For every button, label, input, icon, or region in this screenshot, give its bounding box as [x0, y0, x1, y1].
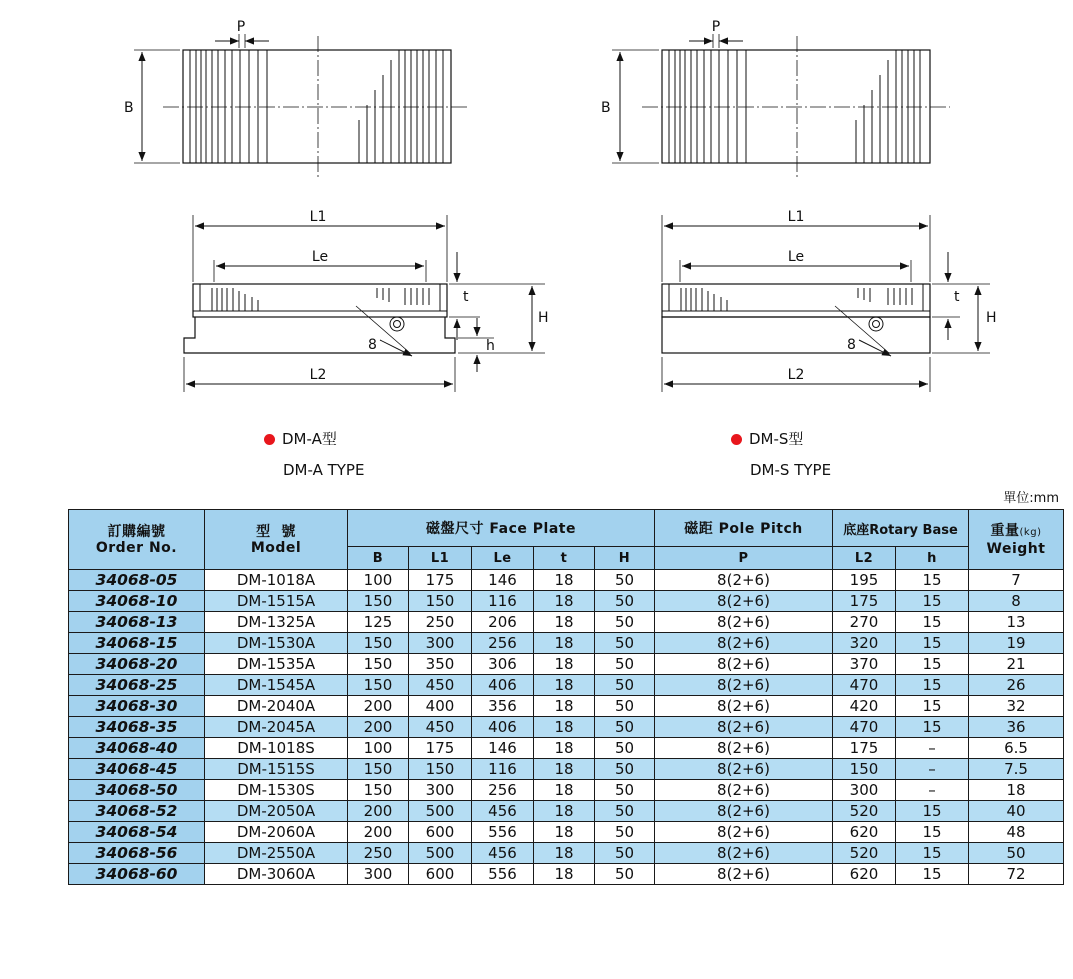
cell-le: 456	[472, 801, 534, 822]
cell-base-h: 15	[896, 612, 969, 633]
dm-s-label-l2: L2	[787, 367, 805, 383]
cell-order-no: 34068-60	[69, 864, 205, 885]
cell-base-h: 15	[896, 633, 969, 654]
cell-base-h: 15	[896, 843, 969, 864]
dm-s-base	[662, 317, 930, 353]
cell-b: 200	[348, 717, 409, 738]
cell-order-no: 34068-50	[69, 780, 205, 801]
cell-p: 8(2+6)	[655, 675, 833, 696]
subheader-le: Le	[472, 547, 534, 570]
cell-p: 8(2+6)	[655, 843, 833, 864]
dm-a-label-l1: L1	[309, 209, 327, 225]
cell-b: 300	[348, 864, 409, 885]
cell-weight: 21	[969, 654, 1064, 675]
cell-weight: 19	[969, 633, 1064, 654]
cell-h: 50	[595, 822, 655, 843]
table-row	[69, 801, 1064, 822]
cell-p: 8(2+6)	[655, 591, 833, 612]
cell-l2: 270	[833, 612, 896, 633]
cell-l1: 500	[409, 801, 472, 822]
dm-a-label-p: P	[236, 19, 246, 35]
header-order-en: Order No.	[95, 539, 178, 556]
dm-a-label-le: Le	[311, 249, 329, 265]
subheader-b: B	[348, 547, 409, 570]
cell-l2: 620	[833, 822, 896, 843]
cell-h: 50	[595, 633, 655, 654]
cell-order-no: 34068-25	[69, 675, 205, 696]
cell-p: 8(2+6)	[655, 738, 833, 759]
cell-model: DM-1530S	[205, 780, 348, 801]
cell-t: 18	[534, 864, 595, 885]
dm-a-drawing	[134, 34, 545, 392]
dm-a-label-h-lower: h	[486, 338, 495, 354]
cell-p: 8(2+6)	[655, 759, 833, 780]
header-order-no	[69, 510, 205, 570]
cell-model: DM-1515A	[205, 591, 348, 612]
dm-a-label-b: B	[124, 100, 134, 116]
cell-t: 18	[534, 654, 595, 675]
cell-l1: 600	[409, 822, 472, 843]
cell-t: 18	[534, 822, 595, 843]
dm-a-base	[184, 317, 455, 353]
header-order-cn: 訂購編號	[107, 523, 166, 540]
cell-t: 18	[534, 843, 595, 864]
dm-a-caption-name	[264, 428, 337, 449]
dm-s-label-t: t	[954, 289, 960, 305]
cell-le: 116	[472, 759, 534, 780]
cell-order-no: 34068-54	[69, 822, 205, 843]
cell-b: 250	[348, 843, 409, 864]
cell-p: 8(2+6)	[655, 717, 833, 738]
cell-b: 150	[348, 675, 409, 696]
cell-h: 50	[595, 759, 655, 780]
cell-le: 146	[472, 570, 534, 591]
dm-s-caption-name	[731, 428, 803, 449]
cell-base-h: 15	[896, 675, 969, 696]
cell-t: 18	[534, 780, 595, 801]
cell-order-no: 34068-30	[69, 696, 205, 717]
header-rotary-base: 底座Rotary Base	[833, 510, 969, 547]
cell-t: 18	[534, 801, 595, 822]
cell-l1: 350	[409, 654, 472, 675]
dm-s-label-h: H	[986, 310, 997, 326]
cell-base-h: –	[896, 780, 969, 801]
cell-l2: 320	[833, 633, 896, 654]
cell-order-no: 34068-05	[69, 570, 205, 591]
table-header-row	[69, 510, 1064, 547]
table-row	[69, 822, 1064, 843]
cell-l2: 470	[833, 675, 896, 696]
table-row	[69, 633, 1064, 654]
cell-base-h: 15	[896, 591, 969, 612]
cell-l2: 300	[833, 780, 896, 801]
cell-weight: 7.5	[969, 759, 1064, 780]
cell-order-no: 34068-13	[69, 612, 205, 633]
header-model	[205, 510, 348, 570]
table-row	[69, 780, 1064, 801]
dm-a-caption-text: DM-A型	[282, 430, 337, 448]
cell-model: DM-2060A	[205, 822, 348, 843]
cell-b: 150	[348, 780, 409, 801]
cell-model: DM-2045A	[205, 717, 348, 738]
cell-le: 556	[472, 822, 534, 843]
cell-h: 50	[595, 780, 655, 801]
drawing-labels	[124, 19, 997, 383]
cell-model: DM-1530A	[205, 633, 348, 654]
cell-weight: 7	[969, 570, 1064, 591]
header-weight-en: Weight	[986, 540, 1046, 557]
dm-a-label-bolt: 8	[368, 337, 377, 353]
cell-l1: 150	[409, 591, 472, 612]
cell-l2: 175	[833, 738, 896, 759]
cell-l1: 175	[409, 570, 472, 591]
cell-weight: 40	[969, 801, 1064, 822]
dm-a-label-l2: L2	[309, 367, 327, 383]
header-weight-unit: (kg)	[1019, 526, 1042, 538]
cell-weight: 18	[969, 780, 1064, 801]
dm-a-pole-lines	[190, 50, 443, 163]
cell-le: 146	[472, 738, 534, 759]
cell-b: 200	[348, 801, 409, 822]
cell-base-h: 15	[896, 801, 969, 822]
cell-t: 18	[534, 612, 595, 633]
cell-le: 406	[472, 675, 534, 696]
cell-h: 50	[595, 717, 655, 738]
dm-s-label-bolt: 8	[847, 337, 856, 353]
cell-base-h: –	[896, 738, 969, 759]
cell-p: 8(2+6)	[655, 654, 833, 675]
cell-t: 18	[534, 570, 595, 591]
cell-le: 406	[472, 717, 534, 738]
dm-s-pole-lines	[669, 50, 920, 163]
cell-weight: 72	[969, 864, 1064, 885]
cell-b: 125	[348, 612, 409, 633]
cell-b: 150	[348, 654, 409, 675]
cell-model: DM-2050A	[205, 801, 348, 822]
cell-le: 456	[472, 843, 534, 864]
dm-a-label-t: t	[463, 289, 469, 305]
cell-model: DM-1535A	[205, 654, 348, 675]
cell-order-no: 34068-15	[69, 633, 205, 654]
cell-b: 150	[348, 633, 409, 654]
table-row	[69, 654, 1064, 675]
cell-order-no: 34068-45	[69, 759, 205, 780]
table-row	[69, 843, 1064, 864]
cell-t: 18	[534, 675, 595, 696]
cell-p: 8(2+6)	[655, 864, 833, 885]
cell-p: 8(2+6)	[655, 780, 833, 801]
table-row	[69, 675, 1064, 696]
cell-p: 8(2+6)	[655, 801, 833, 822]
subheader-p: P	[655, 547, 833, 570]
cell-model: DM-3060A	[205, 864, 348, 885]
cell-h: 50	[595, 864, 655, 885]
cell-order-no: 34068-56	[69, 843, 205, 864]
cell-order-no: 34068-10	[69, 591, 205, 612]
subheader-h: H	[595, 547, 655, 570]
cell-le: 306	[472, 654, 534, 675]
table-row	[69, 864, 1064, 885]
cell-base-h: 15	[896, 696, 969, 717]
cell-p: 8(2+6)	[655, 570, 833, 591]
spec-table	[68, 509, 1064, 885]
header-weight	[969, 510, 1064, 570]
table-row	[69, 738, 1064, 759]
cell-weight: 32	[969, 696, 1064, 717]
cell-base-h: 15	[896, 822, 969, 843]
cell-l2: 620	[833, 864, 896, 885]
cell-weight: 48	[969, 822, 1064, 843]
cell-t: 18	[534, 759, 595, 780]
cell-t: 18	[534, 738, 595, 759]
cell-b: 100	[348, 570, 409, 591]
cell-b: 150	[348, 591, 409, 612]
cell-base-h: 15	[896, 864, 969, 885]
cell-b: 200	[348, 822, 409, 843]
dm-a-caption-type: DM-A TYPE	[283, 461, 365, 479]
cell-t: 18	[534, 696, 595, 717]
header-face-plate: 磁盤尺寸 Face Plate	[348, 510, 655, 547]
cell-t: 18	[534, 633, 595, 654]
cell-h: 50	[595, 738, 655, 759]
cell-order-no: 34068-40	[69, 738, 205, 759]
cell-h: 50	[595, 801, 655, 822]
cell-model: DM-1018A	[205, 570, 348, 591]
cell-l2: 520	[833, 801, 896, 822]
dm-s-side-pole-lines	[681, 288, 912, 311]
header-weight-cn: 重量	[990, 522, 1020, 539]
cell-model: DM-2550A	[205, 843, 348, 864]
cell-model: DM-2040A	[205, 696, 348, 717]
cell-weight: 6.5	[969, 738, 1064, 759]
cell-h: 50	[595, 654, 655, 675]
dm-s-caption-text: DM-S型	[749, 430, 804, 448]
cell-l1: 150	[409, 759, 472, 780]
cell-l2: 470	[833, 717, 896, 738]
dm-s-label-l1: L1	[787, 209, 805, 225]
dm-a-side-pole-lines	[212, 288, 429, 311]
cell-b: 100	[348, 738, 409, 759]
cell-l1: 250	[409, 612, 472, 633]
cell-order-no: 34068-35	[69, 717, 205, 738]
cell-l2: 420	[833, 696, 896, 717]
cell-t: 18	[534, 717, 595, 738]
cell-b: 150	[348, 759, 409, 780]
cell-t: 18	[534, 591, 595, 612]
table-row	[69, 591, 1064, 612]
cell-l2: 195	[833, 570, 896, 591]
cell-l1: 300	[409, 633, 472, 654]
dm-s-caption-type: DM-S TYPE	[750, 461, 832, 479]
cell-model: DM-1515S	[205, 759, 348, 780]
cell-l1: 450	[409, 717, 472, 738]
cell-l2: 150	[833, 759, 896, 780]
dm-s-label-b: B	[601, 100, 611, 116]
cell-h: 50	[595, 570, 655, 591]
table-row	[69, 612, 1064, 633]
table-row	[69, 717, 1064, 738]
cell-base-h: 15	[896, 570, 969, 591]
cell-p: 8(2+6)	[655, 822, 833, 843]
cell-l2: 520	[833, 843, 896, 864]
cell-l1: 400	[409, 696, 472, 717]
cell-model: DM-1325A	[205, 612, 348, 633]
table-body	[69, 570, 1064, 885]
cell-h: 50	[595, 696, 655, 717]
subheader-l1: L1	[409, 547, 472, 570]
cell-base-h: 15	[896, 654, 969, 675]
cell-weight: 13	[969, 612, 1064, 633]
cell-b: 200	[348, 696, 409, 717]
table-row	[69, 759, 1064, 780]
cell-h: 50	[595, 675, 655, 696]
cell-l1: 500	[409, 843, 472, 864]
red-bullet-icon	[264, 434, 275, 445]
dm-s-label-le: Le	[787, 249, 805, 265]
table-row	[69, 696, 1064, 717]
cell-p: 8(2+6)	[655, 696, 833, 717]
cell-base-h: 15	[896, 717, 969, 738]
red-bullet-icon	[731, 434, 742, 445]
cell-le: 256	[472, 780, 534, 801]
cell-l1: 600	[409, 864, 472, 885]
cell-weight: 26	[969, 675, 1064, 696]
header-pole-pitch: 磁距 Pole Pitch	[655, 510, 833, 547]
cell-le: 206	[472, 612, 534, 633]
subheader-l2: L2	[833, 547, 896, 570]
cell-l1: 300	[409, 780, 472, 801]
cell-base-h: –	[896, 759, 969, 780]
technical-drawings	[0, 0, 1073, 485]
cell-h: 50	[595, 843, 655, 864]
cell-model: DM-1018S	[205, 738, 348, 759]
dm-a-side-top-plate	[193, 284, 447, 317]
cell-le: 116	[472, 591, 534, 612]
cell-le: 256	[472, 633, 534, 654]
subheader-base-h: h	[896, 547, 969, 570]
cell-l1: 450	[409, 675, 472, 696]
cell-h: 50	[595, 591, 655, 612]
header-model-en: Model	[250, 539, 302, 556]
cell-p: 8(2+6)	[655, 612, 833, 633]
table-row	[69, 570, 1064, 591]
cell-model: DM-1545A	[205, 675, 348, 696]
cell-p: 8(2+6)	[655, 633, 833, 654]
cell-le: 356	[472, 696, 534, 717]
cell-l1: 175	[409, 738, 472, 759]
cell-order-no: 34068-52	[69, 801, 205, 822]
cell-order-no: 34068-20	[69, 654, 205, 675]
cell-weight: 50	[969, 843, 1064, 864]
cell-l2: 175	[833, 591, 896, 612]
unit-label: 單位:mm	[1003, 491, 1059, 506]
cell-le: 556	[472, 864, 534, 885]
header-model-cn: 型 號	[256, 523, 296, 540]
cell-weight: 8	[969, 591, 1064, 612]
dm-a-label-h-upper: H	[538, 310, 549, 326]
dm-s-top-view	[662, 50, 930, 163]
cell-weight: 36	[969, 717, 1064, 738]
cell-l2: 370	[833, 654, 896, 675]
cell-h: 50	[595, 612, 655, 633]
subheader-t: t	[534, 547, 595, 570]
dm-s-label-p: P	[711, 19, 721, 35]
